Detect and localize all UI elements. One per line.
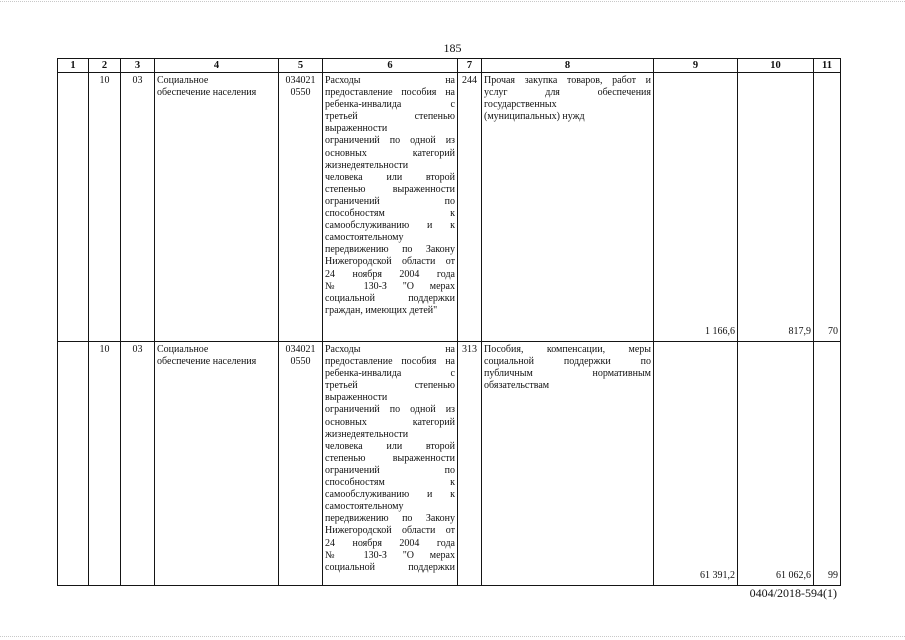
cell-text-line: (муниципальных) нужд: [484, 111, 585, 123]
cell-text-line: услуг для обеспечения: [484, 87, 651, 99]
table-row: [58, 73, 841, 342]
cell-text-line: обязательствам: [484, 380, 550, 392]
cell-target-description: [323, 73, 458, 342]
header-row: [58, 59, 841, 73]
cell-text-line: человека или второй: [325, 440, 455, 452]
cell-expense-type-name: [482, 342, 654, 586]
column-header: 1: [58, 59, 89, 73]
cell-text-line: выраженности: [325, 392, 388, 404]
cell-subsection-name: [155, 342, 279, 586]
cell-text-line: степенью выраженности: [325, 452, 455, 464]
cell-target-description: [323, 342, 458, 586]
cell-text-line: ограничений по: [325, 464, 455, 476]
cell-section: 10: [89, 342, 121, 586]
cell-text-line: обеспечение населения: [157, 356, 257, 368]
column-header: 3: [121, 59, 155, 73]
cell-text-line: ограничений по: [325, 195, 455, 207]
column-header: 9: [654, 59, 738, 73]
cell-text-line: 24 ноября 2004 года: [325, 537, 455, 549]
column-header: 10: [738, 59, 814, 73]
cell-expense-type: 313: [458, 342, 482, 586]
cell-text-line: социальной поддержки: [325, 292, 455, 304]
cell-expense-type: 244: [458, 73, 482, 342]
budget-table: [57, 58, 841, 586]
cell-text-line: жизнедеятельности: [325, 159, 409, 171]
cell-amount-plan: 61 391,2: [654, 342, 738, 586]
cell-text-line: самостоятельному: [325, 501, 404, 513]
cell-target-code: [279, 342, 323, 586]
cell-text-line: выраженности: [325, 123, 388, 135]
cell-text-line: ограничений по одной из: [325, 404, 455, 416]
cell-text-line: ребенка-инвалида с: [325, 368, 455, 380]
cell-text-line: 0550: [290, 87, 311, 99]
cell-text-line: третьей степенью: [325, 380, 455, 392]
cell-text-line: ребенка-инвалида с: [325, 99, 455, 111]
cell-percent: 70: [814, 73, 841, 342]
cell-text-line: предоставление пособия на: [325, 356, 455, 368]
cell-text-line: основных категорий: [325, 147, 455, 159]
cell-text-line: третьей степенью: [325, 111, 455, 123]
cell-amount-actual: 61 062,6: [738, 342, 814, 586]
column-header: 4: [155, 59, 279, 73]
cell-text-line: самообслуживанию и к: [325, 220, 455, 232]
cell-text-line: человека или второй: [325, 171, 455, 183]
cell-text-line: способностям к: [325, 208, 455, 220]
cell-text-line: Социальное: [157, 75, 209, 86]
page-number: 185: [443, 41, 462, 55]
document-code: 0404/2018-594(1): [749, 586, 837, 600]
cell-index: [58, 342, 89, 586]
cell-expense-type-name: [482, 73, 654, 342]
column-header: 6: [323, 59, 458, 73]
column-header: 8: [482, 59, 654, 73]
cell-amount-plan: 1 166,6: [654, 73, 738, 342]
column-header: 2: [89, 59, 121, 73]
cell-section: 10: [89, 73, 121, 342]
cell-subsection: 03: [121, 342, 155, 586]
cell-text-line: самообслуживанию и к: [325, 489, 455, 501]
cell-amount-actual: 817,9: [738, 73, 814, 342]
cell-text-line: 034021: [285, 344, 316, 355]
cell-subsection: 03: [121, 73, 155, 342]
cell-text-line: Нижегородской области от: [325, 256, 455, 268]
cell-text-line: Расходы на: [325, 344, 455, 355]
cell-text-line: 24 ноября 2004 года: [325, 268, 455, 280]
cell-percent: 99: [814, 342, 841, 586]
cell-text-line: 0550: [290, 356, 311, 368]
cell-text-line: степенью выраженности: [325, 183, 455, 195]
cell-text-line: передвижению по Закону: [325, 513, 455, 525]
cell-text-line: основных категорий: [325, 416, 455, 428]
cell-subsection-name: [155, 73, 279, 342]
cell-text-line: Прочая закупка товаров, работ и: [484, 75, 651, 86]
cell-text-line: социальной поддержки по: [484, 356, 651, 368]
cell-text-line: самостоятельному: [325, 232, 404, 244]
scan-edge-mark-bottom: [0, 636, 905, 637]
cell-text-line: жизнедеятельности: [325, 428, 409, 440]
cell-text-line: государственных: [484, 99, 557, 111]
cell-text-line: № 130-З "О мерах: [325, 549, 455, 561]
cell-text-line: публичным нормативным: [484, 368, 651, 380]
cell-text-line: № 130-З "О мерах: [325, 280, 455, 292]
cell-text-line: социальной поддержки: [325, 561, 455, 573]
cell-text-line: Расходы на: [325, 75, 455, 86]
cell-text-line: граждан, имеющих детей": [325, 304, 438, 316]
table-row: [58, 342, 841, 586]
scan-edge-mark-top: [0, 1, 905, 2]
column-header: 11: [814, 59, 841, 73]
column-header: 7: [458, 59, 482, 73]
cell-index: [58, 73, 89, 342]
cell-text-line: Нижегородской области от: [325, 525, 455, 537]
cell-text-line: Пособия, компенсации, меры: [484, 344, 651, 355]
cell-text-line: 034021: [285, 75, 316, 86]
cell-text-line: предоставление пособия на: [325, 87, 455, 99]
cell-text-line: Социальное: [157, 344, 209, 355]
cell-text-line: ограничений по одной из: [325, 135, 455, 147]
cell-text-line: обеспечение населения: [157, 87, 257, 99]
column-header: 5: [279, 59, 323, 73]
cell-target-code: [279, 73, 323, 342]
cell-text-line: передвижению по Закону: [325, 244, 455, 256]
cell-text-line: способностям к: [325, 477, 455, 489]
